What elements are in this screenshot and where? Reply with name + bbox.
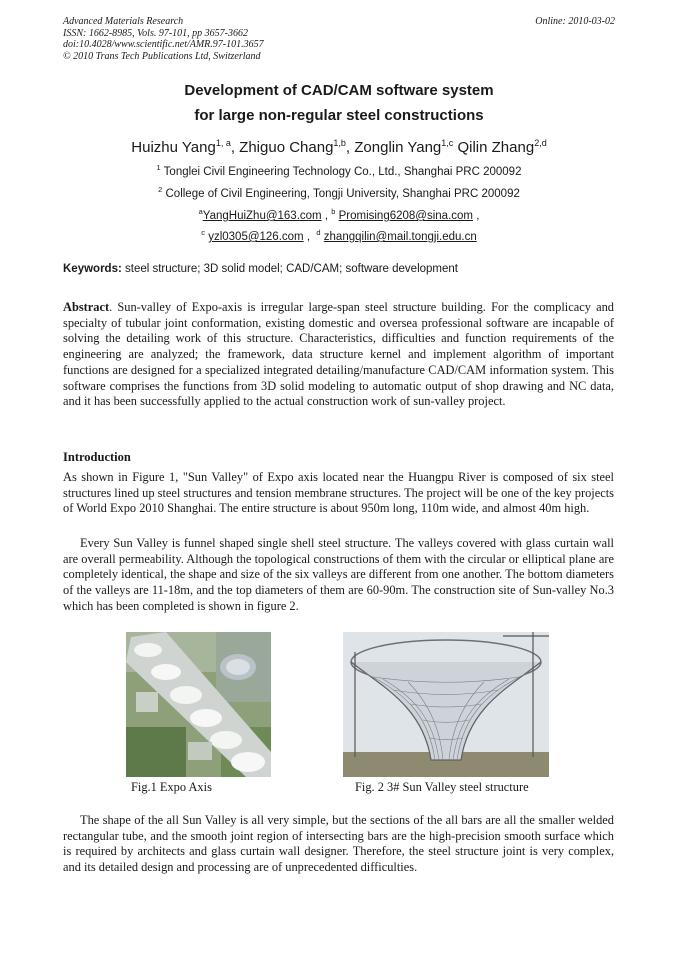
paper-title-line-2: for large non-regular steel constructions	[194, 107, 484, 124]
abstract-paragraph	[63, 300, 614, 410]
email-line-2: $^c$ yzl0305@126.com , $^d$ zhangqilin@mail.tongji.edu.cn	[201, 228, 477, 243]
keywords-text: steel structure; 3D solid model; CAD/CAM; software development	[125, 263, 458, 275]
author-4-sup: 2,d	[534, 138, 547, 148]
affiliation-1-text: Tonglei Civil Engineering Technology Co., Ltd., Shanghai PRC 200092	[163, 165, 522, 178]
author-sep: ,	[345, 139, 355, 156]
author-list	[0, 138, 678, 156]
author-2-sup: 1,b	[333, 138, 346, 148]
affiliation-1-sup: 1	[156, 163, 161, 172]
author-sep: ,	[230, 139, 240, 156]
journal-name: Advanced Materials Research	[63, 16, 184, 27]
email-d-link[interactable]: zhangqilin@mail.tongji.edu.cn	[323, 230, 477, 243]
email-line-1: $^a$YangHuiZhu@163.com , $^b$ Promising6208@sina.com ,	[198, 207, 480, 222]
figure-2-sun-valley-image	[343, 632, 549, 777]
email-b-link[interactable]: Promising6208@sina.com	[338, 209, 473, 222]
author-1: Huizhu Yang	[131, 139, 216, 156]
email-b-sup: b	[331, 207, 336, 216]
journal-header	[63, 16, 615, 62]
email-a-link[interactable]: YangHuiZhu@163.com	[202, 209, 322, 222]
figure-2-caption: Fig. 2 3# Sun Valley steel structure	[355, 780, 529, 794]
intro-paragraph-2: Every Sun Valley is funnel shaped single shell steel structure. The valleys covered with glass curtain wall are overall permeability. Although the topological constructions of them with the circular or elliptical plane are completely identical, the shape and size of the six valleys are different from one another. The bottom diameters of the valleys are 11-18m, and the top diameters of them are 60-90m. The construction site of Sun-valley No.3 which has been completed is shown in figure 2.	[63, 536, 614, 613]
keywords	[63, 263, 623, 275]
paper-title-line-1: Development of CAD/CAM software system	[184, 82, 494, 99]
abstract-text: . Sun-valley of Expo-axis is irregular large-span steel structure building. For the complicacy and specialty of tubular joint conformation, existing domestic and oversea professional software are incapable of solving the detailing work of this structure. Characteristics, difficulties and function requirements of the engineering are analyzed; the framework, data structure kernel and implement algorithm of important functions are designed for a specialized integrated detailing/manufacture CAD/CAM information system. This software comprises the functions from 3D solid modeling to automatic output of shop drawing and NC data, and it has been successfully applied to the actual construction work of sun-valley project.	[63, 300, 614, 409]
sun-valley-steel-structure-illustration	[343, 632, 549, 777]
doi-line: doi:10.4028/www.scientific.net/AMR.97-101.3657	[63, 39, 264, 50]
affiliation-2-text: College of Civil Engineering, Tongji University, Shanghai PRC 200092	[165, 187, 520, 200]
email-c-sup: c	[201, 228, 205, 237]
affiliation-2-sup: 2	[158, 185, 163, 194]
intro-paragraph-1: As shown in Figure 1, "Sun Valley" of Expo axis located near the Huangpu River is composed of six steel structures lined up steel structures and tension membrane structures. The project will be one of the key projects of World Expo 2010 Shanghai. The entire structure is about 950m long, 110m wide, and almost 40m high.	[63, 470, 614, 516]
email-a-sup: a	[198, 207, 203, 216]
author-3-sup: 1,c	[441, 138, 454, 148]
online-date: Online: 2010-03-02	[535, 16, 615, 27]
issn-line: ISSN: 1662-8985, Vols. 97-101, pp 3657-3662	[63, 27, 248, 39]
author-2: Zhiguo Chang	[239, 139, 334, 156]
author-4: Qilin Zhang	[457, 139, 535, 156]
figure-1-expo-axis-image	[126, 632, 271, 777]
figure-1-caption: Fig.1 Expo Axis	[131, 780, 212, 794]
email-c-link[interactable]: yzl0305@126.com	[208, 230, 304, 243]
email-d-sup: d	[316, 228, 321, 237]
expo-axis-aerial-illustration	[126, 632, 271, 777]
affiliation-2	[0, 185, 678, 200]
abstract-label: Abstract	[63, 300, 110, 314]
section-heading-introduction: Introduction	[63, 450, 131, 464]
keywords-label: Keywords:	[63, 263, 122, 275]
affiliation-1	[0, 163, 678, 178]
copyright-line: © 2010 Trans Tech Publications Ltd, Switzerland	[63, 50, 261, 62]
intro-paragraph-3: The shape of the all Sun Valley is all very simple, but the sections of the all bars are all the smaller welded rectangular tube, and the smooth joint region of intersecting bars are the high-precision smooth surface which is required by architects and glass curtain wall designer. Therefore, the steel structure joint is very complex, and its detailed design and processing are of unprecedented difficulties.	[63, 813, 614, 875]
author-3: Zonglin Yang	[354, 139, 442, 156]
author-1-sup: 1, a	[215, 138, 231, 148]
